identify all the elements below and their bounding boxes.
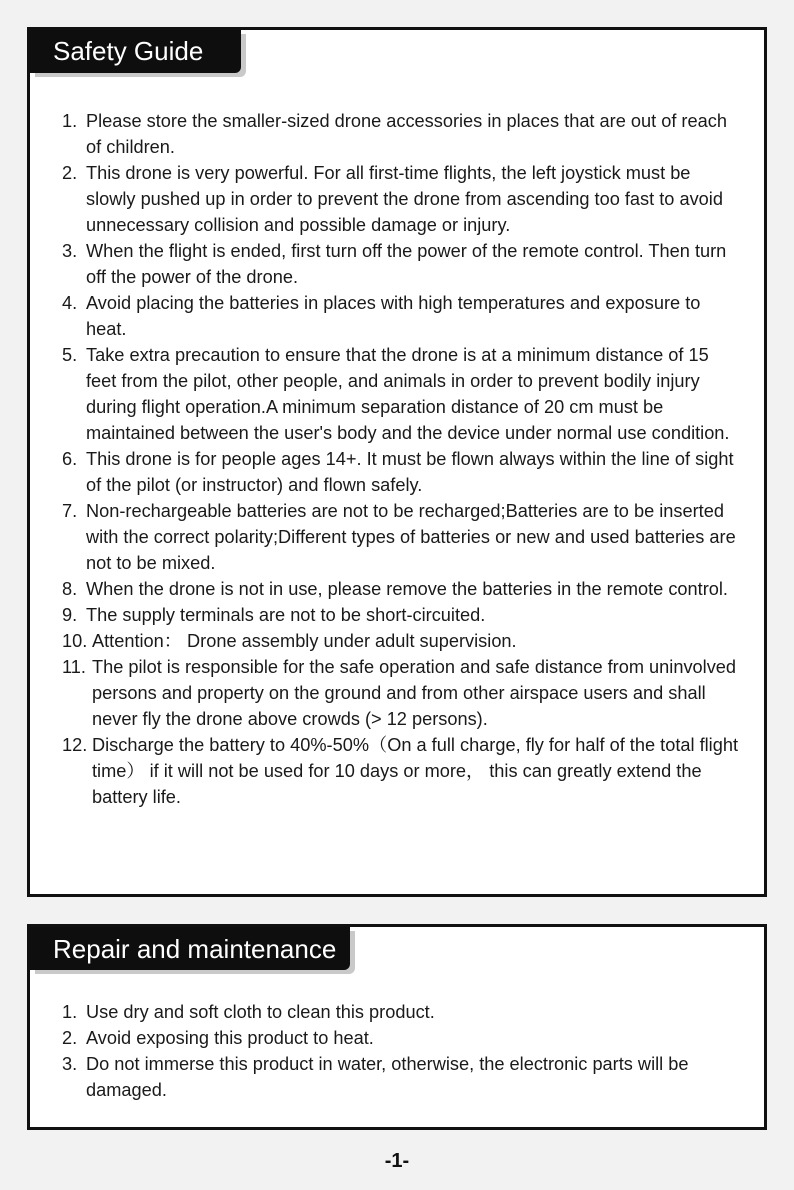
list-item [62, 1025, 744, 1051]
item-text: Avoid placing the batteries in places with high temperatures and exposure to heat. [86, 293, 701, 339]
list-item [62, 602, 744, 628]
item-text: Attention： Drone assembly under adult supervision. [92, 631, 517, 651]
item-number: 5. [62, 345, 78, 365]
item-text: Discharge the battery to 40%-50%（On a full charge, fly for half of the total flight time） if it will not be used for 10 days or more， this can greatly extend the battery life. [92, 735, 738, 807]
list-item [62, 498, 744, 576]
item-text: The pilot is responsible for the safe operation and safe distance from uninvolved persons and property on the ground and from other airspace users and shall never fly the drone above crowds (> 12 persons). [92, 657, 737, 729]
item-number: 11. [62, 657, 86, 677]
item-number: 12. [62, 735, 88, 755]
list-item [62, 342, 744, 446]
item-number: 2. [62, 1028, 78, 1048]
repair-maintenance-list [62, 999, 744, 1103]
list-item [62, 446, 744, 498]
item-number: 9. [62, 605, 78, 625]
item-text: Non-rechargeable batteries are not to be recharged;Batteries are to be inserted with the correct polarity;Different types of batteries or new and used batteries are not to be mixed. [86, 501, 736, 573]
list-item [62, 654, 744, 732]
list-item [62, 732, 744, 810]
safety-guide-section [27, 27, 767, 897]
page-number: -1- [384, 1150, 410, 1172]
safety-guide-list [62, 108, 744, 810]
item-number: 1. [62, 111, 78, 131]
list-item [62, 576, 744, 602]
repair-maintenance-title: Repair and maintenance [30, 927, 350, 970]
list-item [62, 238, 744, 290]
item-text: Do not immerse this product in water, otherwise, the electronic parts will be damaged. [86, 1054, 689, 1100]
item-text: Use dry and soft cloth to clean this product. [86, 1002, 435, 1022]
item-number: 3. [62, 1054, 78, 1074]
item-number: 8. [62, 579, 78, 599]
item-text: This drone is very powerful. For all first-time flights, the left joystick must be slowly pushed up in order to prevent the drone from ascending too fast to avoid unnecessary collision and possible damage or injury. [86, 163, 723, 235]
list-item [62, 628, 744, 654]
item-number: 1. [62, 1002, 78, 1022]
list-item [62, 1051, 744, 1103]
list-item [62, 108, 744, 160]
item-text: Please store the smaller-sized drone accessories in places that are out of reach of children. [86, 111, 727, 157]
item-number: 10. [62, 631, 88, 651]
item-text: When the drone is not in use, please remove the batteries in the remote control. [86, 579, 728, 599]
list-item [62, 999, 744, 1025]
item-number: 2. [62, 163, 78, 183]
list-item [62, 290, 744, 342]
repair-maintenance-section [27, 924, 767, 1130]
item-text: Take extra precaution to ensure that the drone is at a minimum distance of 15 feet from the pilot, other people, and animals in order to prevent bodily injury during flight operation.A minimum separation distance of 20 cm must be maintained between the user's body and the device under normal use condition. [86, 345, 730, 443]
item-text: When the flight is ended, first turn off the power of the remote control. Then turn off the power of the drone. [86, 241, 727, 287]
list-item [62, 160, 744, 238]
item-number: 6. [62, 449, 78, 469]
item-number: 7. [62, 501, 78, 521]
safety-guide-title: Safety Guide [30, 30, 241, 73]
item-text: This drone is for people ages 14+. It must be flown always within the line of sight of the pilot (or instructor) and flown safely. [86, 449, 734, 495]
item-number: 4. [62, 293, 78, 313]
item-text: Avoid exposing this product to heat. [86, 1028, 374, 1048]
item-number: 3. [62, 241, 78, 261]
item-text: The supply terminals are not to be short-circuited. [86, 605, 486, 625]
